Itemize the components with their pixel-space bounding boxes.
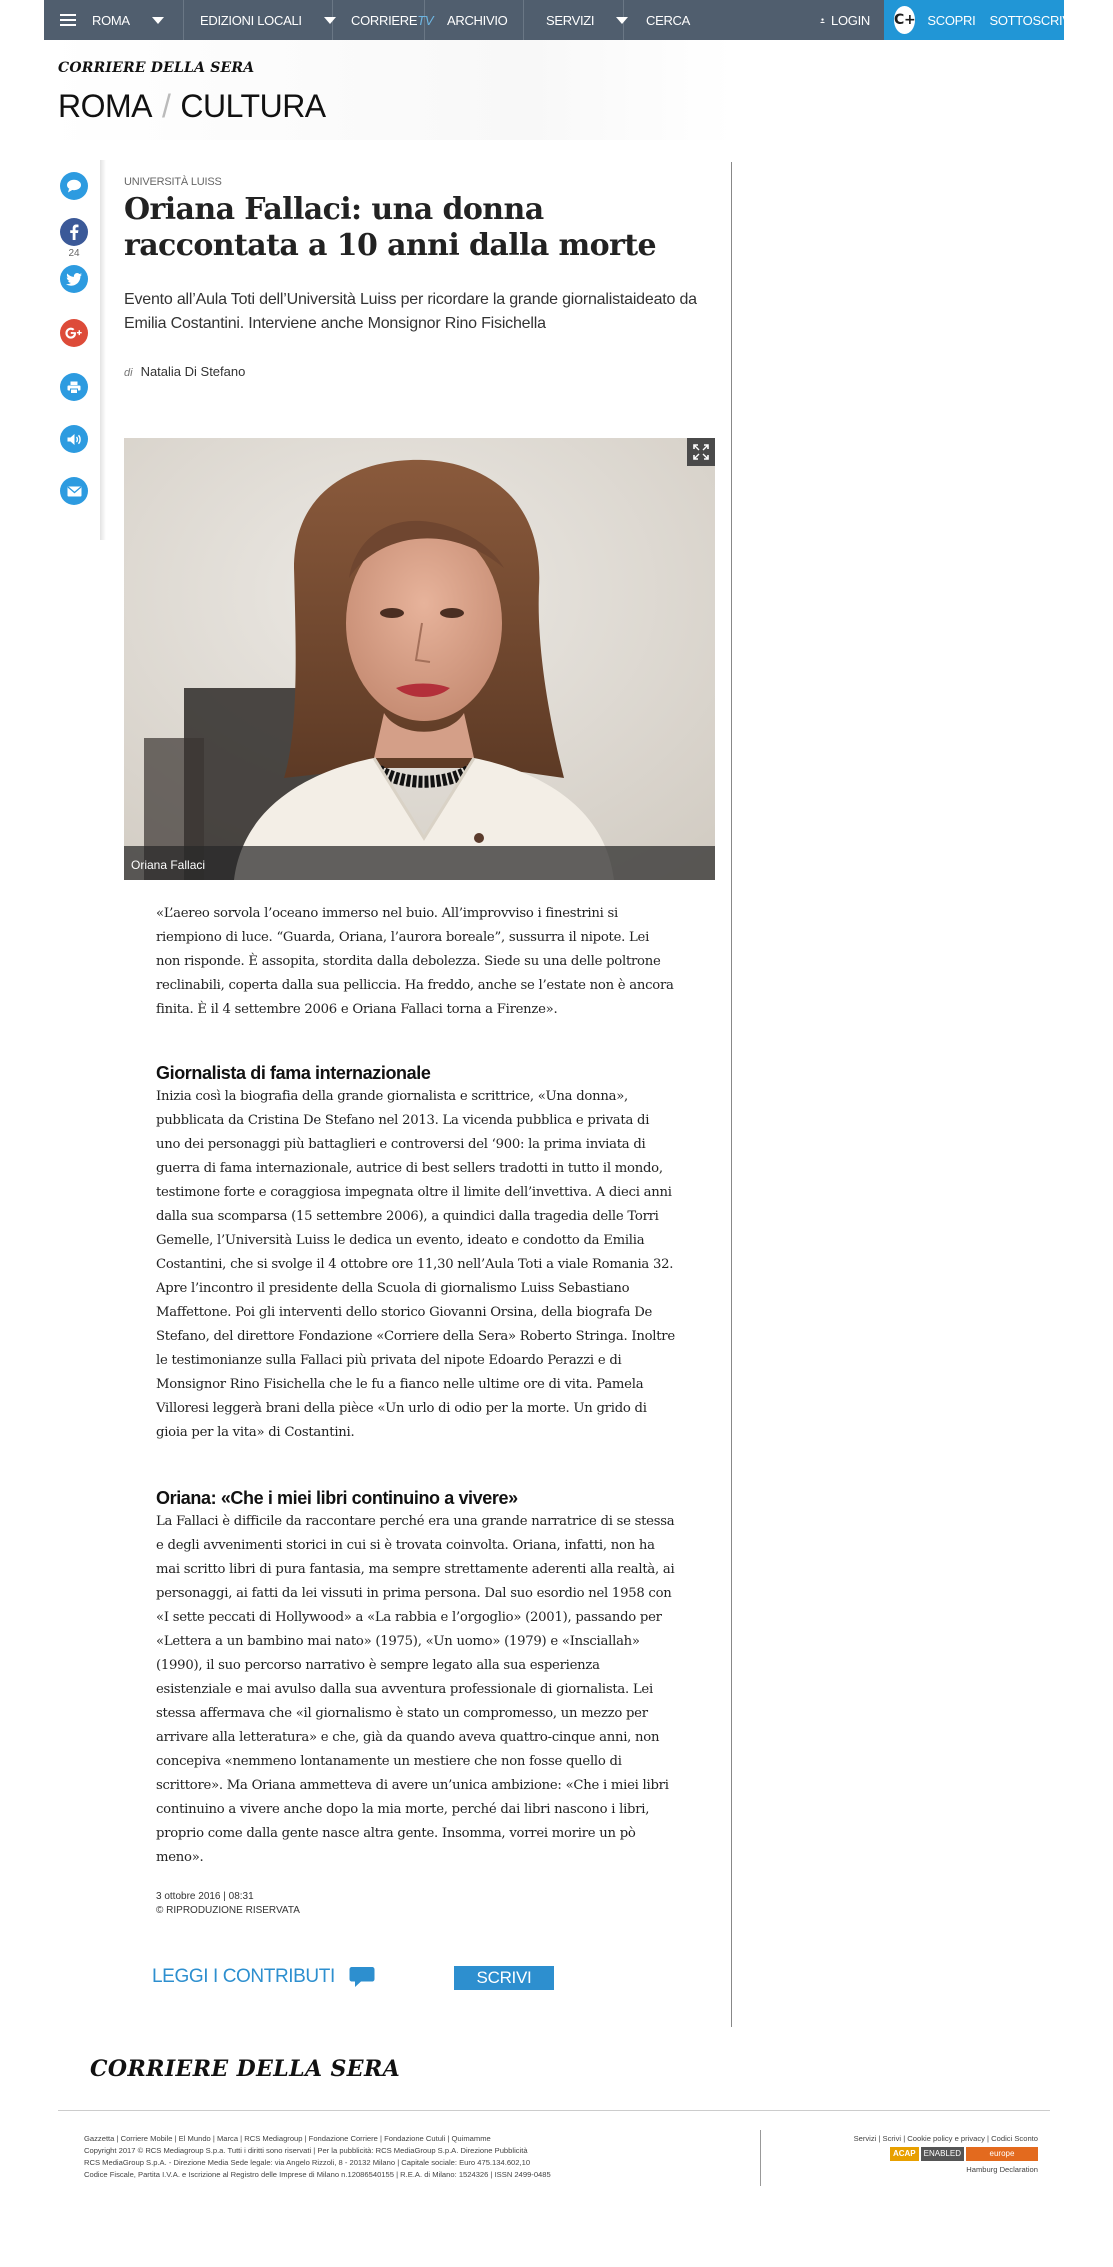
- europe-badge[interactable]: europe: [966, 2147, 1038, 2161]
- footer-legal-address: RCS MediaGroup S.p.A. - Direzione Media Sede legale: via Angelo Rizzoli, 8 - 20132 Milano | Capitale sociale: Euro 475.134.602,10: [84, 2158, 531, 2167]
- footer-service-links[interactable]: Servizi | Scrivi | Cookie policy e privacy | Codici Sconto: [853, 2134, 1038, 2143]
- read-comments-button[interactable]: [152, 1966, 375, 1988]
- comment-icon[interactable]: [60, 172, 88, 200]
- nav-corriere-plus: [884, 0, 1075, 40]
- footer-right-block: [800, 2133, 1038, 2176]
- footer-badges: [800, 2147, 1038, 2161]
- article-summary: Evento all’Aula Toti dell’Università Luiss per ricordare la grande giornalistaideato da Emilia Costantini. Interviene anche Monsignor Rino Fisichella: [124, 291, 697, 332]
- article-subheading-2: Oriana: «Che i miei libri continuino a vivere»: [156, 1488, 518, 1508]
- nav-sottoscrivi-link[interactable]: SOTTOSCRIVI: [989, 12, 1075, 28]
- footer-copyright: Copyright 2017 © RCS Mediagroup S.p.a. Tutti i diritti sono riservati | Per la pubblicità: RCS MediaGroup S.p.A. Direzione Pubblicità: [84, 2146, 528, 2155]
- audio-icon[interactable]: [60, 425, 88, 453]
- byline-prefix: di: [124, 367, 133, 379]
- nav-spacer: [698, 0, 812, 40]
- read-comments-label: LEGGI I CONTRIBUTI: [152, 1966, 335, 1987]
- nav-servizi[interactable]: [524, 0, 624, 40]
- nav-edizioni-locali[interactable]: [184, 0, 333, 40]
- nav-login-label: LOGIN: [831, 12, 870, 28]
- footer-fiscal-info: Codice Fiscale, Partita I.V.A. e Iscrizione al Registro delle Imprese di Milano n.12086540155 | R.E.A. di Milano: 1524326 | ISSN 2499-0485: [84, 2170, 551, 2179]
- twitter-icon[interactable]: [60, 265, 88, 293]
- article-paragraph-1: «L’aereo sorvola l’oceano immerso nel buio. All’improvviso i finestrini si riempiono di luce. “Guarda, Oriana, l’aurora boreale”, sussurra il nipote. Lei non risponde. È assopita, stordita dalla debolezza. Siede su una delle poltrone reclinabili, coperta dalla sua pelliccia. Ha freddo, anche se l’estate non è ancora finita. È il 4 settembre 2006 e Oriana Fallaci torna a Firenze».: [156, 906, 674, 1017]
- article-meta: [156, 1890, 300, 1918]
- hamburg-declaration-link[interactable]: Hamburg Declaration: [966, 2165, 1038, 2174]
- facebook-share-count: 24: [68, 248, 80, 259]
- acap-badge[interactable]: ACAP: [890, 2147, 919, 2161]
- article-rights: © RIPRODUZIONE RISERVATA: [156, 1905, 300, 1916]
- nav-archivio-label: ARCHIVIO: [447, 12, 508, 28]
- article-date: 3 ottobre 2016 | 08:31: [156, 1891, 254, 1902]
- chevron-down-icon: [152, 17, 164, 24]
- nav-roma-label: ROMA: [92, 12, 130, 28]
- article-paragraph-2: Inizia così la biografia della grande giornalista e scrittrice, «Una donna», pubblicata da Cristina De Stefano nel 2013. La vicenda pubblica e privata di uno dei personaggi più battaglieri e controversi del ‘900: la prima inviata di guerra di fama internazionale, autrice di best sellers tradotti in tutto il mondo, testimone forte e coraggiosa impegnata oltre il limite dell’invettiva. A dieci anni dalla sua scomparsa (15 settembre 2006), a quindici dalla tragedia delle Torri Gemelle, l’Università Luiss le dedica un evento, ideato e condotto da Emilia Costantini, che si svolge il 4 ottobre ore 11,30 nell’Aula Toti a viale Romania 32. Apre l’incontro il presidente della Scuola di giornalismo Luiss Sebastiano Maffettone. Poi gli interventi dello storico Giovanni Orsina, della biografa De Stefano, del direttore Fondazione «Corriere della Sera» Roberto Stringa. Inoltre le testimonianze sulla Fallaci più privata del nipote Edoardo Perazzi e di Monsignor Rino Fisichella che le fu a fianco nelle ultime ore di vita. Pamela Villoresi leggerà brani della pièce «Un urlo di odio per la morte. Un grido di gioia per la vita» di Costantini.: [156, 1089, 675, 1440]
- nav-scopri-link[interactable]: SCOPRI: [927, 12, 976, 28]
- photo-caption: Oriana Fallaci: [124, 846, 715, 880]
- footer-links[interactable]: Gazzetta | Corriere Mobile | El Mundo | Marca | RCS Mediagroup | Fondazione Corriere | Fondazione Cutuli | Quimamme: [84, 2134, 491, 2143]
- google-plus-icon[interactable]: [60, 319, 88, 347]
- footer-divider: [58, 2110, 1050, 2111]
- share-column: [60, 172, 98, 505]
- nav-servizi-label: SERVIZI: [546, 12, 595, 28]
- article-paragraph-3: La Fallaci è difficile da raccontare perché era una grande narratrice di se stessa e degli avvenimenti storici in cui si è trovata coinvolta. Oriana, infatti, non ha mai scritto libri di pura fantasia, ma sempre strettamente aderenti alla realtà, ai personaggi, ai fatti da lei vissuti in prima persona. Dal suo esordio nel 1958 con «I sette peccati di Hollywood» a «La rabbia e l’orgoglio» (2001), passando per «Lettera a un bambino mai nato» (1975), «Un uomo» (1979) e «Insciallah» (1990), il suo percorso narrativo è sempre legato alla sua esperienza esistenziale e mai avulso dalla sua avventura professionale di giornalista. Lei stessa affermava che «il giornalismo è stato un compromesso, un mezzo per arrivare alla letteratura» e che, già da quando aveva quattro-cinque anni, non concepiva «nemmeno lontanamente un mestiere che non fosse quello di scrittore». Ma Oriana ammetteva di avere un’unica ambizione: «Che i miei libri continuino a vivere anche dopo la mia morte, perché dai libri nascono i libri, proprio come dalla gente nasce altra gente. Insomma, vorrei morire un pò meno».: [156, 1514, 675, 1865]
- nav-cerca-label: CERCA: [646, 12, 691, 28]
- article-byline: [124, 364, 245, 379]
- nav-tv-label: TV: [417, 12, 434, 28]
- nav-cerca[interactable]: [624, 0, 698, 40]
- article-subheading-1: Giornalista di fama internazionale: [156, 1063, 431, 1083]
- site-logo[interactable]: CORRIERE DELLA SERA: [58, 60, 255, 76]
- top-navigation-bar: [44, 0, 1075, 40]
- article-photo[interactable]: [124, 438, 715, 880]
- expand-icon: [693, 444, 709, 460]
- nav-roma-menu[interactable]: [44, 0, 184, 40]
- section-roma-link[interactable]: ROMA: [58, 88, 152, 124]
- footer-info: [84, 2133, 724, 2181]
- footer-logo[interactable]: CORRIERE DELLA SERA: [90, 2056, 401, 2082]
- user-icon: [820, 14, 825, 27]
- speech-bubble-icon: [349, 1966, 375, 1988]
- write-comment-button[interactable]: SCRIVI: [454, 1966, 554, 1990]
- mail-icon[interactable]: [60, 477, 88, 505]
- portrait-image: [124, 438, 715, 880]
- author-name[interactable]: Natalia Di Stefano: [140, 364, 246, 379]
- menu-icon: [60, 14, 76, 26]
- nav-login[interactable]: [812, 0, 884, 40]
- content-divider: [731, 162, 732, 2027]
- footer-vertical-divider: [760, 2130, 761, 2186]
- nav-corriere-tv[interactable]: [333, 0, 434, 40]
- nav-archivio[interactable]: [425, 0, 524, 40]
- print-icon[interactable]: [60, 373, 88, 401]
- fullscreen-button[interactable]: [687, 438, 715, 466]
- share-column-shadow: [100, 160, 106, 540]
- nav-edizioni-label: EDIZIONI LOCALI: [200, 12, 302, 28]
- section-title: [58, 88, 326, 125]
- article-headline: Oriana Fallaci: una donna raccontata a 10 anni dalla morte: [124, 192, 657, 263]
- enabled-badge[interactable]: ENABLED: [921, 2147, 964, 2161]
- corriere-plus-logo: C+: [894, 6, 915, 34]
- facebook-icon[interactable]: [60, 218, 88, 246]
- section-cultura-link[interactable]: CULTURA: [180, 88, 326, 124]
- nav-corriere-label: CORRIERE: [351, 12, 418, 28]
- section-separator: /: [162, 88, 171, 124]
- article-kicker[interactable]: UNIVERSITÀ LUISS: [124, 176, 222, 188]
